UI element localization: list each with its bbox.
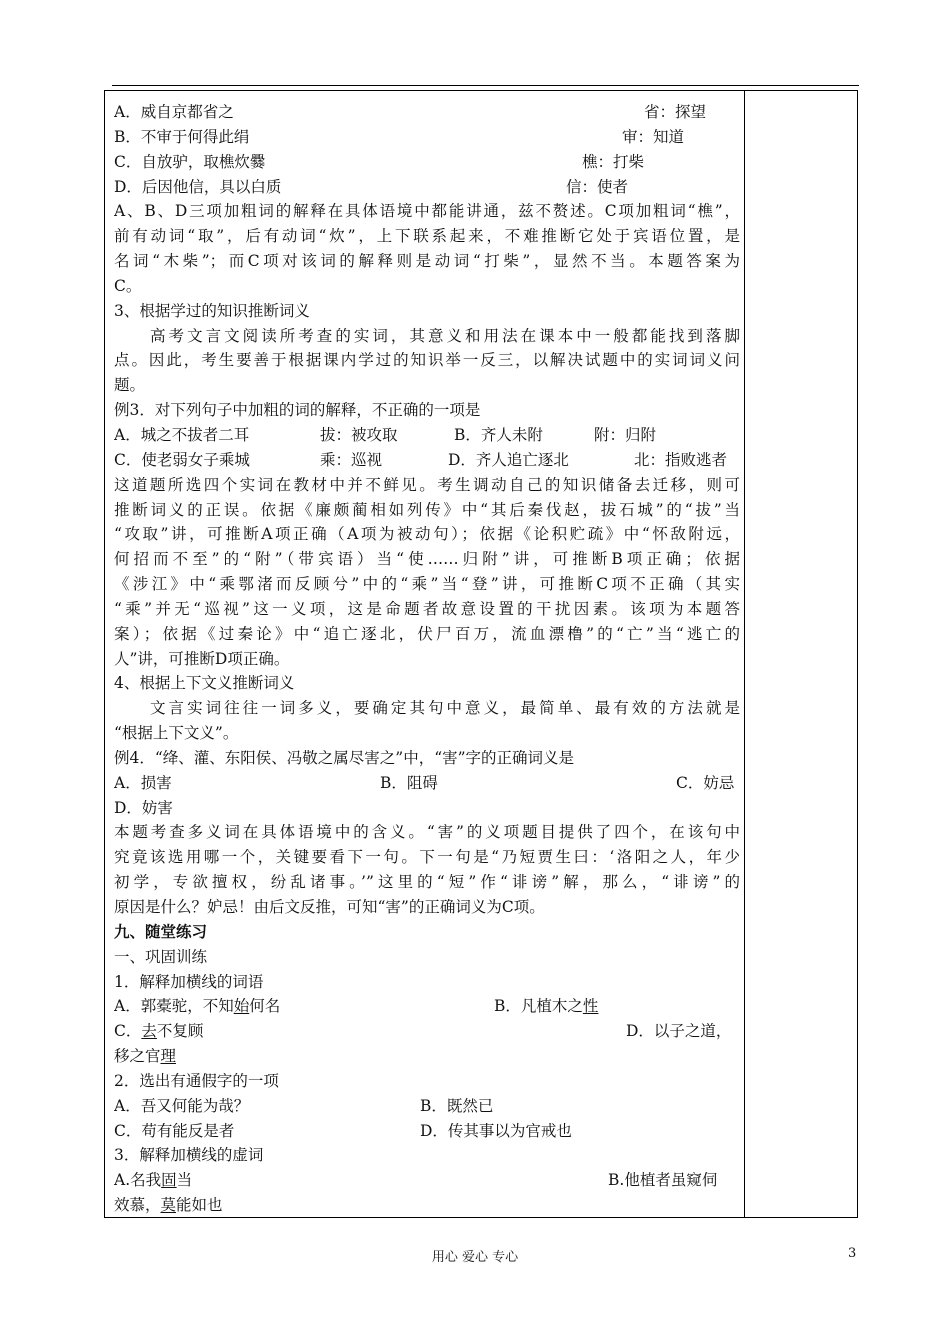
option-line [114,1019,740,1044]
underlined-word: 去 [141,1022,157,1041]
option-text-part: 效慕， [114,1196,161,1215]
option-line [114,1044,740,1069]
option-text: A．威自京都省之 [114,103,234,121]
option-text-part: 能如也 [176,1196,223,1215]
option-line [114,448,740,473]
option-line [114,125,740,150]
underlined-word: 理 [160,1047,177,1066]
paragraph-line: A、B、D三项加粗词的解释在具体语境中都能讲通，兹不赘述。C项加粗词“樵”， [114,202,740,221]
underlined-word: 莫 [160,1196,177,1215]
option-line: D．妨害 [114,798,173,817]
paragraph-line: 这道题所选四个实词在教材中并不鲜见。考生调动自己的知识储备去迁移，则可 [114,475,740,494]
underlined-word: 性 [582,997,599,1016]
option-text-part: 移之官 [114,1047,161,1066]
option-text-part: 何名 [249,997,281,1016]
option-text-part: A.名我 [114,1171,162,1190]
option-text: B．不审于何得此绢 [114,127,250,146]
option-text [114,994,280,1019]
paragraph-line: 名词“木柴”；而C项对该词的解释则是动词“打柴”，显然不当。本题答案为 [114,252,740,271]
option-text: A．城之不拔者二耳 [114,425,250,444]
option-text [494,994,598,1019]
option-text: D．以子之道， [626,1022,732,1041]
example-question: 例4．“绛、灌、东阳侯、冯敬之属尽害之”中，“害”字的正确词义是 [114,748,575,767]
option-text: D．后因他信，具以白质 [114,177,282,196]
paragraph-line: 点。因此，考生要善于根据课内学过的知识举一反三，以解决试题中的实词词义问 [114,351,740,370]
paragraph-line: 初学，专欲擅权，纷乱诸事。’”这里的“短”作“诽谤”解，那么，“诽谤”的 [114,873,740,892]
option-text-part: 当 [176,1171,193,1190]
option-gloss: 信：使者 [566,177,629,196]
paragraph-line: 究竟该选用哪一个，关键要看下一句。下一句是“乃短贾生曰：‘洛阳之人，年少 [114,848,740,867]
example-question: 例3．对下列句子中加粗的词的解释，不正确的一项是 [114,401,481,420]
option-text-part: 不复顾 [156,1022,204,1041]
paragraph-line: “乘”并无“巡视”这一义项，这是命题者故意设置的干扰因素。该项为本题答 [114,599,740,618]
paragraph-line: 高考文言文阅读所考查的实词，其意义和用法在课本中一般都能找到落脚 [150,326,740,345]
option-line [114,1168,740,1193]
underlined-word: 始 [233,997,250,1016]
table-column-divider [744,90,745,1218]
paragraph-line: 案）；依据《过秦论》中“追亡逐北，伏尸百万，流血漂橹”的“亡”当“逃亡的 [114,624,740,643]
option-text: A．损害 [114,773,172,792]
paragraph-line: 人”讲，可推断D项正确。 [114,649,290,668]
underlined-word: 固 [161,1171,177,1190]
paragraph-line: 本题考查多义词在具体语境中的含义。“害”的义项题目提供了四个，在该句中 [114,823,740,842]
option-gloss: 北：指败逃者 [634,450,728,469]
paragraph-line: 题。 [114,376,146,395]
option-text: B．齐人未附 [454,425,543,444]
option-line [114,994,740,1019]
exercise-question: 2．选出有通假字的一项 [114,1071,279,1090]
paragraph-line: 何招而不至”的“附”（带宾语）当“使……归附”讲，可推断B项正确；依据 [114,550,740,569]
option-text: C．苟有能反是者 [114,1121,235,1140]
document-body [114,100,740,1218]
option-text-part: B．凡植木之 [494,997,583,1016]
option-gloss: 拔：被攻取 [320,425,398,444]
paragraph-line: 推断词义的正误。依据《廉颇蔺相如列传》中“其后秦伐赵，拔石城”的“拔”当 [114,500,740,519]
option-text-part: C． [114,1022,142,1041]
header-rule [112,85,859,86]
option-gloss: 省：探望 [644,103,707,121]
option-text [114,1019,203,1044]
subsection-title: 一、巩固训练 [114,947,208,966]
paragraph-line: “根据上下文义”。 [114,724,239,743]
option-text [114,1168,192,1193]
option-gloss: 樵：打柴 [582,152,645,171]
section-heading: 3、根据学过的知识推断词义 [114,301,310,320]
option-text-part: A．郭橐驼，不知 [114,997,234,1016]
option-line [114,175,740,200]
option-text: B．既然已 [420,1096,494,1115]
option-text: C．自放驴，取樵炊爨 [114,152,266,171]
footer-text: 用心 爱心 专心 [431,1250,519,1265]
option-text: D．齐人追亡逐北 [448,450,569,469]
option-text: C．使老弱女子乘城 [114,450,250,469]
paragraph-line: 前有动词“取”，后有动词“炊”，上下联系起来，不难推断它处于宾语位置，是 [114,227,740,246]
option-line [114,150,740,175]
option-line [114,423,740,448]
exercise-question: 1．解释加横线的词语 [114,972,264,991]
option-text: C．妨忌 [676,773,735,792]
option-gloss: 审：知道 [622,127,685,146]
section-title: 九、随堂练习 [114,921,208,941]
option-line [114,1119,740,1144]
option-text: B.他植者虽窥伺 [608,1171,718,1190]
option-text: D．传其事以为官戒也 [420,1121,572,1140]
option-line [114,1193,740,1218]
page-number: 3 [848,1246,857,1261]
option-gloss: 附：归附 [594,425,657,444]
option-line [114,1094,740,1119]
option-text: A．吾又何能为哉？ [114,1096,250,1115]
option-line [114,771,740,796]
paragraph-line: 原因是什么？妒忌！由后文反推，可知“害”的正确词义为C项。 [114,898,545,916]
exercise-question: 3．解释加横线的虚词 [114,1146,264,1165]
option-text: B．阻碍 [380,773,438,792]
option-line [114,100,740,125]
paragraph-line: C。 [114,276,142,295]
section-heading: 4、根据上下文义推断词义 [114,674,295,693]
paragraph-line: 《涉江》中“乘鄂渚而反顾兮”中的“乘”当“登”讲，可推断C项不正确（其实 [114,575,740,594]
option-gloss: 乘：巡视 [320,450,383,469]
paragraph-line: 文言实词往往一词多义，要确定其句中意义，最简单、最有效的方法就是 [150,699,740,718]
paragraph-line: “攻取”讲，可推断A项正确（A项为被动句）；依据《论积贮疏》中“怀敌附远， [114,525,740,544]
